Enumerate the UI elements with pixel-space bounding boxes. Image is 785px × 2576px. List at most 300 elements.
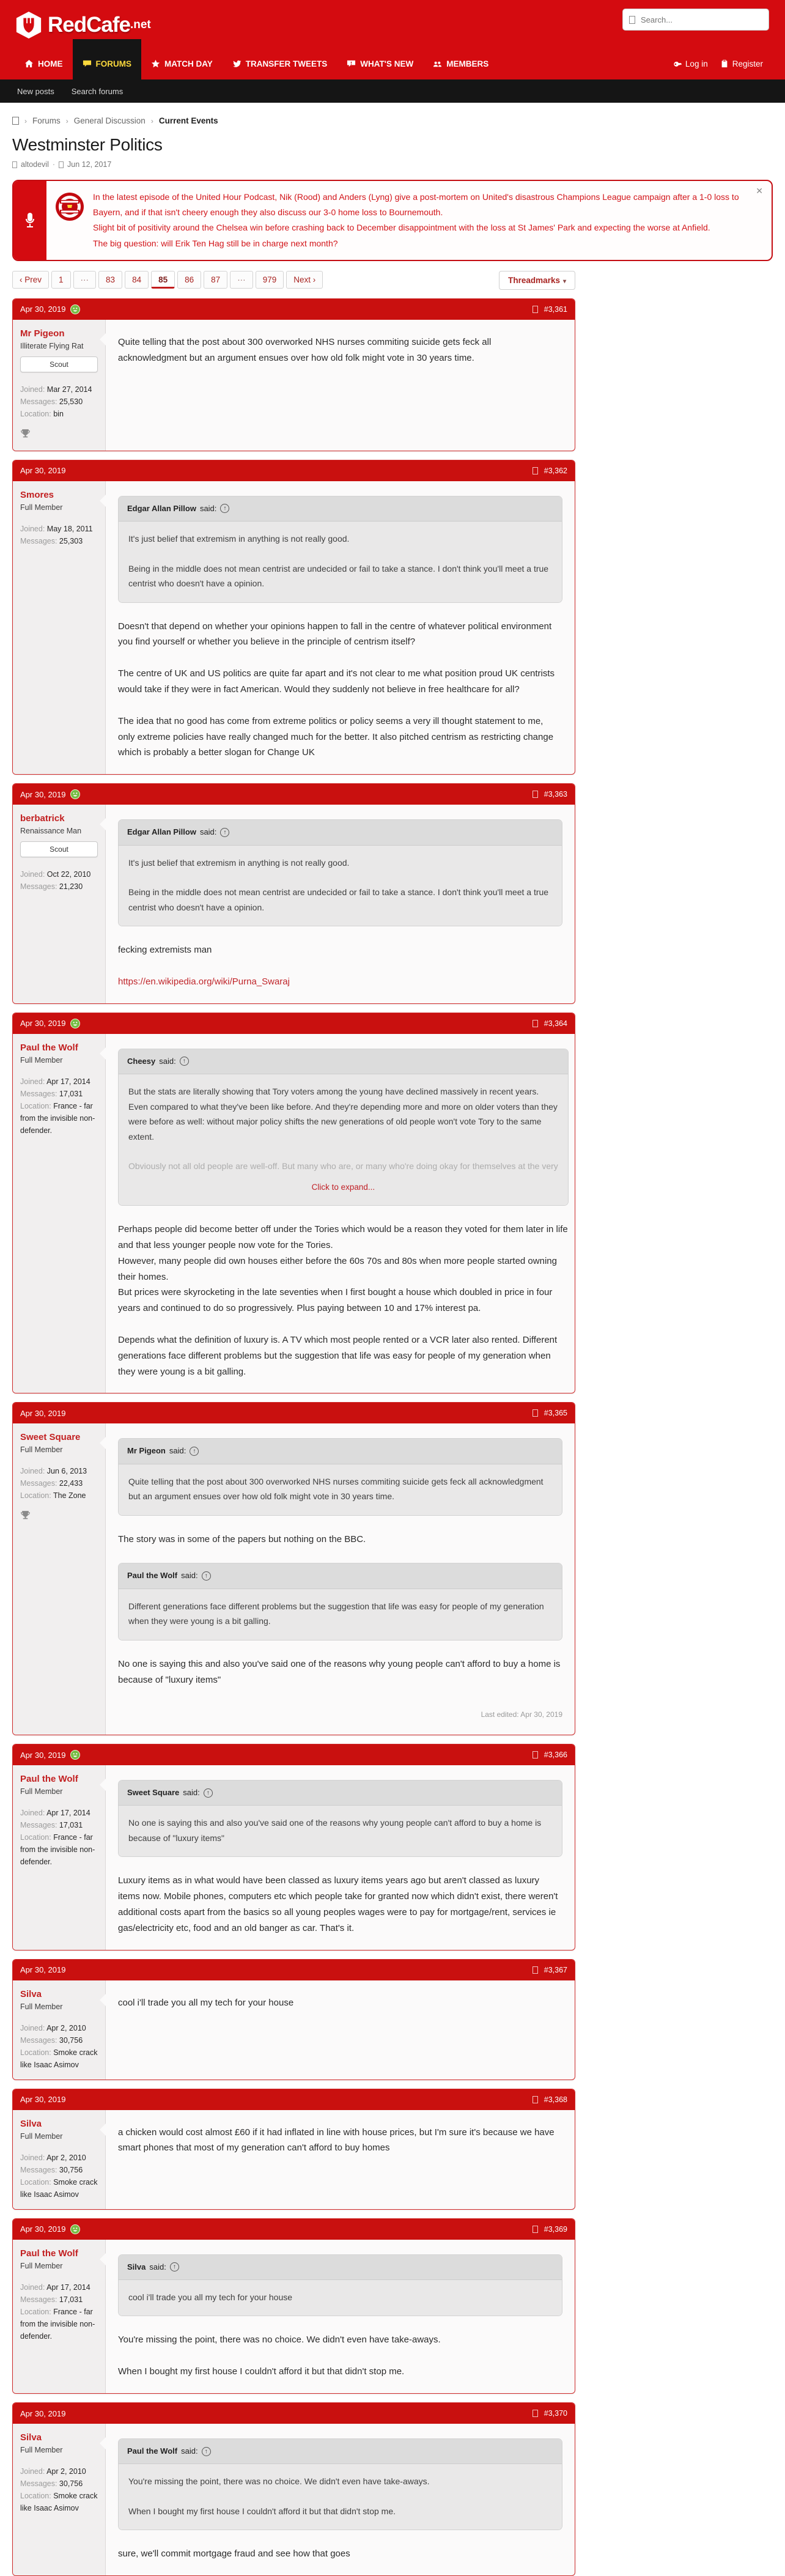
- nav-item-label: HOME: [38, 59, 63, 68]
- notice-paragraph: Slight bit of positivity around the Chelsea win before crashing back to December disappointment with the loss at St James' Park and expecting the worse at Anfield.: [93, 223, 710, 233]
- quote-paragraph: When I bought my first house I couldn't afford it but that didn't stop me.: [128, 2506, 396, 2516]
- user-stats: [20, 2465, 98, 2514]
- message-text-block: [118, 1222, 569, 1316]
- home-icon: [24, 59, 34, 68]
- quote-author[interactable]: Cheesy: [127, 1056, 156, 1066]
- subnav-new-posts[interactable]: New posts: [17, 86, 54, 96]
- goto-quoted-post-icon[interactable]: ↑: [202, 1571, 211, 1581]
- notice-text: [93, 190, 743, 251]
- user-stat-label: Joined:: [20, 1077, 47, 1086]
- forum-post: [12, 1959, 575, 2080]
- user-title: Full Member: [20, 2131, 63, 2141]
- quote-body: [119, 1806, 562, 1856]
- nav-item-home[interactable]: [15, 48, 73, 79]
- share-icon[interactable]: [533, 1966, 538, 1974]
- notice-left-bar: [13, 181, 46, 260]
- post-number-link[interactable]: #3,363: [544, 790, 567, 799]
- user-stat-joined: [20, 1807, 98, 1819]
- username-link[interactable]: Paul the Wolf: [20, 1042, 78, 1053]
- message-paragraph: Doesn't that depend on whether your opinions happen to fall in the centre of whatever political environment you find yourself or whether you believe in the principle of centrism itself?: [118, 621, 552, 648]
- post-body: [13, 2110, 575, 2209]
- user-stat-joined: [20, 383, 98, 396]
- user-title: Full Member: [20, 503, 63, 512]
- post-number-link[interactable]: #3,362: [544, 466, 567, 475]
- user-stat-location: [20, 1831, 98, 1868]
- user-stat-joined: [20, 2465, 98, 2478]
- quote-paragraph: It's just belief that extremism in anything is not really good.: [128, 857, 350, 868]
- user-title: Illiterate Flying Rat: [20, 341, 84, 350]
- username-link[interactable]: Paul the Wolf: [20, 1774, 78, 1785]
- goto-quoted-post-icon[interactable]: ↑: [220, 828, 229, 837]
- post-header-bar: [13, 460, 575, 481]
- user-stat-value: Apr 2, 2010: [46, 2467, 86, 2476]
- quote-body: [119, 522, 562, 602]
- quote-author[interactable]: Edgar Allan Pillow: [127, 503, 196, 513]
- user-badge-scout: Scout: [20, 841, 98, 857]
- forums-icon: [83, 59, 92, 68]
- user-stat-label: Joined:: [20, 2023, 47, 2032]
- post-message: [106, 2424, 575, 2575]
- post-body: [13, 1980, 575, 2080]
- post-message: [106, 481, 575, 774]
- page-nav: [12, 271, 323, 289]
- breadcrumb-separator: ›: [150, 116, 153, 125]
- message-text-block: [118, 1332, 569, 1379]
- register-button[interactable]: [714, 59, 769, 68]
- post-date: Apr 30, 2019: [20, 2408, 66, 2418]
- user-stat-value: 30,756: [59, 2165, 83, 2174]
- quote-said-label: said:: [199, 827, 217, 837]
- breadcrumb-general-discussion[interactable]: General Discussion: [73, 116, 146, 125]
- post-header-bar: [13, 2219, 575, 2240]
- user-info-sidebar: [13, 2110, 106, 2209]
- post-header-bar: [13, 2089, 575, 2110]
- quote-paragraph: Different generations face different problems but the suggestion that life was easy for people of my generation when they were young is a bit galling.: [128, 1601, 544, 1626]
- user-stat-location: [20, 1489, 98, 1502]
- post-number-link[interactable]: #3,364: [544, 1019, 567, 1028]
- user-title: Full Member: [20, 2261, 63, 2270]
- share-icon[interactable]: [533, 2226, 538, 2233]
- devil-crest-logo-icon: [15, 11, 43, 39]
- user-title: Full Member: [20, 1445, 63, 1455]
- nav-item-label: MATCH DAY: [164, 59, 213, 68]
- message-text-block: [118, 334, 562, 366]
- post-message: [106, 2110, 575, 2209]
- quote-block: [118, 2254, 562, 2317]
- page-button-979[interactable]: 979: [256, 271, 284, 289]
- breadcrumb-current-events[interactable]: Current Events: [158, 116, 218, 125]
- quote-header: [119, 496, 562, 522]
- quote-author[interactable]: Mr Pigeon: [127, 1446, 166, 1456]
- post-number-link[interactable]: #3,365: [544, 1409, 567, 1418]
- message-text-block: [118, 1873, 562, 1936]
- nav-item-forums[interactable]: [73, 39, 142, 79]
- user-stat-value: Apr 2, 2010: [46, 2153, 86, 2162]
- message-text-block: [118, 1995, 562, 2011]
- logo-suffix: .net: [130, 18, 151, 31]
- subnav-search-forums[interactable]: Search forums: [71, 86, 123, 96]
- key-icon: [673, 59, 682, 68]
- post-date: Apr 30, 2019: [20, 1408, 66, 1418]
- user-stat-messages: [20, 880, 98, 893]
- twitter-icon: [232, 59, 241, 68]
- post-message: [106, 1423, 575, 1735]
- quote-said-label: said:: [181, 1571, 198, 1581]
- user-stat-location: [20, 1100, 98, 1137]
- user-stat-label: Location:: [20, 2492, 54, 2501]
- quote-block: [118, 1780, 562, 1857]
- user-stat-value: France - far from the invisible non-defender.: [20, 1101, 95, 1135]
- nav-item-transfer-tweets[interactable]: [223, 48, 337, 79]
- site-header: [0, 0, 785, 103]
- post-number-link[interactable]: #3,368: [544, 2095, 567, 2104]
- post-body: [13, 320, 575, 451]
- post-header-bar: [13, 1744, 575, 1765]
- quote-said-label: said:: [149, 2262, 166, 2272]
- message-paragraph: sure, we'll commit mortgage fraud and see how that goes: [118, 2548, 350, 2559]
- goto-quoted-post-icon[interactable]: ↑: [220, 504, 229, 513]
- post-number-link[interactable]: #3,361: [544, 304, 567, 314]
- user-stat-value: 17,031: [59, 1821, 83, 1830]
- pagination-row: [12, 271, 575, 290]
- message-paragraph: No one is saying this and also you've said one of the reasons why young people can't afford to buy a home is because of "luxury items": [118, 1658, 561, 1685]
- user-stat-label: Messages:: [20, 2479, 59, 2489]
- post-message: [106, 1034, 575, 1393]
- user-stat-label: Location:: [20, 2048, 54, 2057]
- user-stat-label: Location:: [20, 409, 54, 418]
- user-stats: [20, 2022, 98, 2071]
- post-header-bar: [13, 1960, 575, 1980]
- user-stat-value: Smoke crack like Isaac Asimov: [20, 2048, 98, 2069]
- user-title: Full Member: [20, 2002, 63, 2011]
- message-paragraph: You're missing the point, there was no choice. We didn't even have take-aways.: [118, 2334, 441, 2345]
- user-info-sidebar: [13, 1034, 106, 1393]
- quote-author[interactable]: Edgar Allan Pillow: [127, 827, 196, 837]
- nav-item-match-day[interactable]: [141, 48, 223, 79]
- user-info-sidebar: [13, 481, 106, 774]
- post-body: [13, 1034, 575, 1393]
- forum-post: [12, 460, 575, 775]
- thread-byline: [12, 160, 773, 169]
- next-page-button[interactable]: Next ›: [286, 271, 323, 289]
- post-number-link[interactable]: #3,366: [544, 1751, 567, 1760]
- quote-author[interactable]: Sweet Square: [127, 1788, 180, 1798]
- breadcrumb: [12, 116, 773, 125]
- search-box[interactable]: [622, 9, 769, 31]
- online-status-icon: [70, 789, 80, 799]
- username-link[interactable]: Silva: [20, 1988, 42, 1999]
- quote-paragraph: Quite telling that the post about 300 overworked NHS nurses commiting suicide gets feck all acknowledgment but an argument ensues over how old folk might vote in 30 years time.: [128, 1476, 544, 1502]
- nav-item-label: FORUMS: [95, 59, 131, 68]
- user-stat-value: Smoke crack like Isaac Asimov: [20, 2177, 98, 2199]
- message-paragraph: cool i'll trade you all my tech for your house: [118, 1997, 294, 2008]
- user-stats: [20, 523, 98, 547]
- quote-header: [119, 1439, 562, 1464]
- user-stat-label: Location:: [20, 1491, 53, 1500]
- quote-block: [118, 496, 562, 603]
- post-header-bar: [13, 1013, 575, 1034]
- username-link[interactable]: Mr Pigeon: [20, 328, 65, 339]
- goto-quoted-post-icon[interactable]: ↑: [190, 1447, 199, 1456]
- post-message: [106, 805, 575, 1003]
- user-info-sidebar: [13, 320, 106, 451]
- share-icon[interactable]: [533, 306, 538, 313]
- username-link[interactable]: Paul the Wolf: [20, 2248, 78, 2259]
- thread-start-date: Jun 12, 2017: [67, 160, 112, 169]
- online-status-icon: [70, 1750, 80, 1760]
- quote-paragraph: Being in the middle does not mean centrist are undecided or fail to take a stance. I don't think you'll meet a true centrist who doesn't have a opinion.: [128, 563, 549, 589]
- post-message: [106, 2240, 575, 2393]
- post-header-bar: [13, 784, 575, 805]
- user-stat-joined: [20, 1076, 98, 1088]
- logo-text: RedCafe: [48, 13, 130, 37]
- quote-author[interactable]: Silva: [127, 2262, 146, 2272]
- username-link[interactable]: Silva: [20, 2432, 42, 2443]
- share-icon[interactable]: [533, 1409, 538, 1417]
- user-stats: [20, 383, 98, 420]
- podcast-notice: [12, 180, 773, 261]
- subnav-bar: [0, 79, 785, 103]
- quote-paragraph: You're missing the point, there was no choice. We didn't even have take-aways.: [128, 2476, 430, 2487]
- user-stat-messages: [20, 1477, 98, 1489]
- online-status-icon: [70, 2224, 80, 2234]
- user-stat-value: 22,433: [59, 1479, 83, 1488]
- external-link[interactable]: https://en.wikipedia.org/wiki/Purna_Swaraj: [118, 976, 290, 987]
- post-date: Apr 30, 2019: [20, 2095, 66, 2105]
- user-stat-label: Location:: [20, 2307, 54, 2316]
- notice-content: [46, 181, 772, 260]
- message-text-block: [118, 2332, 562, 2380]
- last-edited-note: Last edited: Apr 30, 2019: [481, 1710, 562, 1719]
- trophy-icon: [20, 429, 31, 439]
- author-icon: [12, 161, 17, 168]
- click-to-expand-link[interactable]: Click to expand...: [311, 1182, 375, 1192]
- prev-page-button[interactable]: ‹ Prev: [12, 271, 49, 289]
- user-stats: [20, 1807, 98, 1868]
- user-stat-location: [20, 2490, 98, 2514]
- quote-author[interactable]: Paul the Wolf: [127, 2446, 178, 2456]
- nav-item-what-s-new[interactable]: [337, 48, 423, 79]
- user-stat-value: bin: [53, 409, 64, 418]
- user-stat-value: Apr 2, 2010: [46, 2023, 86, 2032]
- quote-paragraph: No one is saying this and also you've said one of the reasons why young people can't afford to buy a home is because of "luxury items": [128, 1818, 542, 1843]
- quote-header: [119, 820, 562, 845]
- quote-block: [118, 1049, 569, 1206]
- breadcrumb-forums[interactable]: Forums: [32, 116, 61, 125]
- calendar-icon: [59, 161, 64, 168]
- user-stat-joined: [20, 2281, 98, 2294]
- user-stat-label: Messages:: [20, 882, 59, 891]
- nav-item-members[interactable]: [423, 48, 498, 79]
- user-stat-label: Joined:: [20, 2153, 47, 2162]
- user-stat-label: Messages:: [20, 2295, 59, 2304]
- user-stat-label: Messages:: [20, 2165, 59, 2174]
- post-body: [13, 2240, 575, 2393]
- message-paragraph: fecking extremists man: [118, 945, 212, 956]
- post-list: [12, 298, 575, 2576]
- quote-author[interactable]: Paul the Wolf: [127, 1571, 178, 1581]
- quote-header: [119, 1781, 562, 1806]
- quote-block: [118, 1438, 562, 1515]
- user-stat-location: [20, 408, 98, 420]
- breadcrumb-separator: ›: [24, 116, 27, 125]
- user-stat-value: 30,756: [59, 2035, 83, 2045]
- username-link[interactable]: Sweet Square: [20, 1432, 81, 1443]
- threadmarks-button[interactable]: [499, 271, 575, 290]
- message-paragraph: Luxury items as in what would have been classed as luxury items years ago but aren't classed as luxury items now. Mobile phones, computers etc which people take for granted now which didn't exist, there weren't additional costs apart from the basics so all young peoples wages were to pay for mortgage/rent, services ie gas/electricity etc, food and an old banger as car. That's it.: [118, 1875, 558, 1933]
- user-stat-label: Location:: [20, 2177, 54, 2187]
- user-badge-scout: Scout: [20, 356, 98, 372]
- user-stat-joined: [20, 2152, 98, 2164]
- user-title: Renaissance Man: [20, 827, 82, 836]
- register-icon: [720, 59, 729, 68]
- goto-quoted-post-icon[interactable]: ↑: [170, 2262, 179, 2272]
- user-stat-joined: [20, 523, 98, 535]
- threadmarks-label: Threadmarks: [508, 275, 560, 285]
- message-text-block: [118, 1656, 562, 1688]
- username-link[interactable]: Silva: [20, 2118, 42, 2129]
- user-stat-messages: [20, 2478, 98, 2490]
- close-icon[interactable]: ✕: [756, 186, 763, 196]
- post-number-link[interactable]: #3,369: [544, 2224, 567, 2234]
- username-link[interactable]: Smores: [20, 489, 54, 500]
- user-stat-label: Location:: [20, 1833, 54, 1842]
- quote-block: [118, 2438, 562, 2530]
- share-icon[interactable]: [533, 1751, 538, 1759]
- share-icon[interactable]: [533, 1020, 538, 1027]
- nav-item-label: TRANSFER TWEETS: [245, 59, 328, 68]
- forum-post: [12, 1013, 575, 1394]
- nav-item-label: MEMBERS: [446, 59, 489, 68]
- goto-quoted-post-icon[interactable]: ↑: [202, 2447, 211, 2456]
- user-stat-label: Joined:: [20, 2283, 47, 2292]
- username-link[interactable]: berbatrick: [20, 813, 65, 824]
- post-number-link[interactable]: #3,367: [544, 1965, 567, 1974]
- user-stat-value: France - far from the invisible non-defender.: [20, 2307, 95, 2341]
- user-stat-label: Messages:: [20, 397, 59, 406]
- quote-body: [119, 1074, 568, 1205]
- quote-said-label: said:: [169, 1446, 186, 1456]
- user-stat-label: Messages:: [20, 2035, 59, 2045]
- user-stat-value: 30,756: [59, 2479, 83, 2489]
- message-text-block: [118, 1532, 562, 1548]
- user-stats: [20, 1465, 98, 1502]
- user-stat-location: [20, 2306, 98, 2342]
- share-icon[interactable]: [533, 467, 538, 474]
- quote-header: [119, 1563, 562, 1589]
- user-info-sidebar: [13, 805, 106, 1003]
- user-stat-messages: [20, 2034, 98, 2046]
- message-paragraph: When I bought my first house I couldn't afford it but that didn't stop me.: [118, 2366, 405, 2377]
- user-stat-label: Location:: [20, 1101, 54, 1110]
- user-stat-messages: [20, 1088, 98, 1100]
- user-stat-messages: [20, 535, 98, 547]
- main-nav: [0, 48, 785, 79]
- message-paragraph: But prices were skyrocketing in the late seventies when I first bought a house which doubled in price in four years and continued to do so progressively. Plus paying between 10 and 17% interest pa.: [118, 1287, 553, 1314]
- goto-quoted-post-icon[interactable]: ↑: [180, 1057, 189, 1066]
- message-paragraph: The story was in some of the papers but nothing on the BBC.: [118, 1533, 366, 1544]
- post-date: Apr 30, 2019: [20, 304, 66, 314]
- trophy-icon: [20, 429, 98, 442]
- message-text-block: [118, 2546, 562, 2562]
- post-message: [106, 1765, 575, 1950]
- page-button-86[interactable]: 86: [177, 271, 201, 289]
- post-body: [13, 1423, 575, 1735]
- share-icon[interactable]: [533, 2410, 538, 2417]
- user-info-sidebar: [13, 1765, 106, 1950]
- members-icon: [433, 59, 442, 68]
- share-icon[interactable]: [533, 2096, 538, 2103]
- microphone-icon: [24, 212, 35, 228]
- post-header-bar: [13, 1403, 575, 1423]
- forum-post: [12, 2089, 575, 2210]
- quote-block: [118, 1563, 562, 1640]
- post-body: [13, 805, 575, 1003]
- quote-body: [119, 1464, 562, 1515]
- share-icon[interactable]: [533, 791, 538, 798]
- notice-paragraph: The big question: will Erik Ten Hag still be in charge next month?: [93, 238, 338, 248]
- user-stat-label: Joined:: [20, 870, 47, 879]
- quote-said-label: said:: [199, 503, 217, 513]
- quote-paragraph: But the stats are literally showing that Tory voters among the young have declined massively in recent years. Even compared to what they've been like before. And they're depending more and more on older voters than they were before as well: without major policy shifts the new generations of old people won't vote Tory to the same extent.: [128, 1087, 558, 1142]
- post-body: [13, 2424, 575, 2575]
- page-button-1[interactable]: 1: [51, 271, 71, 289]
- breadcrumb-separator: ›: [65, 116, 68, 125]
- user-stat-value: 25,303: [59, 536, 83, 545]
- quote-paragraph: cool i'll trade you all my tech for your house: [128, 2292, 293, 2302]
- search-input[interactable]: [641, 15, 751, 24]
- page-button-87[interactable]: 87: [204, 271, 227, 289]
- forum-post: [12, 1402, 575, 1735]
- user-stats: [20, 2152, 98, 2201]
- trophy-icon: [20, 1510, 31, 1521]
- page-content: [0, 116, 773, 2576]
- post-header-bar: [13, 2403, 575, 2424]
- user-stat-value: Apr 17, 2014: [46, 1809, 90, 1818]
- quote-paragraph: Being in the middle does not mean centrist are undecided or fail to take a stance. I don't think you'll meet a true centrist who doesn't have a opinion.: [128, 887, 549, 912]
- page-button-85[interactable]: 85: [151, 271, 175, 289]
- user-title: Full Member: [20, 1787, 63, 1796]
- user-stat-messages: [20, 2294, 98, 2306]
- user-title: Full Member: [20, 2446, 63, 2455]
- user-stat-label: Messages:: [20, 1089, 59, 1098]
- login-button[interactable]: [667, 59, 714, 68]
- thread-author[interactable]: altodevil: [21, 160, 49, 169]
- message-paragraph: The idea that no good has come from extreme politics or policy seems a very ill thought statement to me, only extreme policies have really changed much for the better. It also pitched centrism as restricting change which is probably a better slogan for Change UK: [118, 715, 554, 758]
- message-text-block: [118, 619, 562, 761]
- home-icon[interactable]: [12, 117, 19, 125]
- quote-faded-text: Obviously not all old people are well-off. But many who are, or many who're doing okay for themselves at the very: [128, 1161, 558, 1171]
- post-number-link[interactable]: #3,370: [544, 2409, 567, 2418]
- user-info-sidebar: [13, 2424, 106, 2575]
- page-button-83[interactable]: 83: [98, 271, 122, 289]
- post-body: [13, 1765, 575, 1950]
- post-message: [106, 1980, 575, 2080]
- user-stat-label: Messages:: [20, 1479, 59, 1488]
- user-stat-messages: [20, 396, 98, 408]
- user-stat-label: Joined:: [20, 524, 47, 533]
- page-button-84[interactable]: 84: [125, 271, 149, 289]
- user-stat-location: [20, 2176, 98, 2201]
- forum-post: [12, 298, 575, 451]
- user-stat-joined: [20, 2022, 98, 2034]
- user-stat-value: 21,230: [59, 882, 83, 891]
- user-stat-label: Joined:: [20, 1467, 47, 1476]
- post-message: [106, 320, 575, 451]
- user-stat-value: 17,031: [59, 1089, 83, 1098]
- byline-separator: ·: [52, 160, 56, 169]
- goto-quoted-post-icon[interactable]: ↑: [204, 1788, 213, 1798]
